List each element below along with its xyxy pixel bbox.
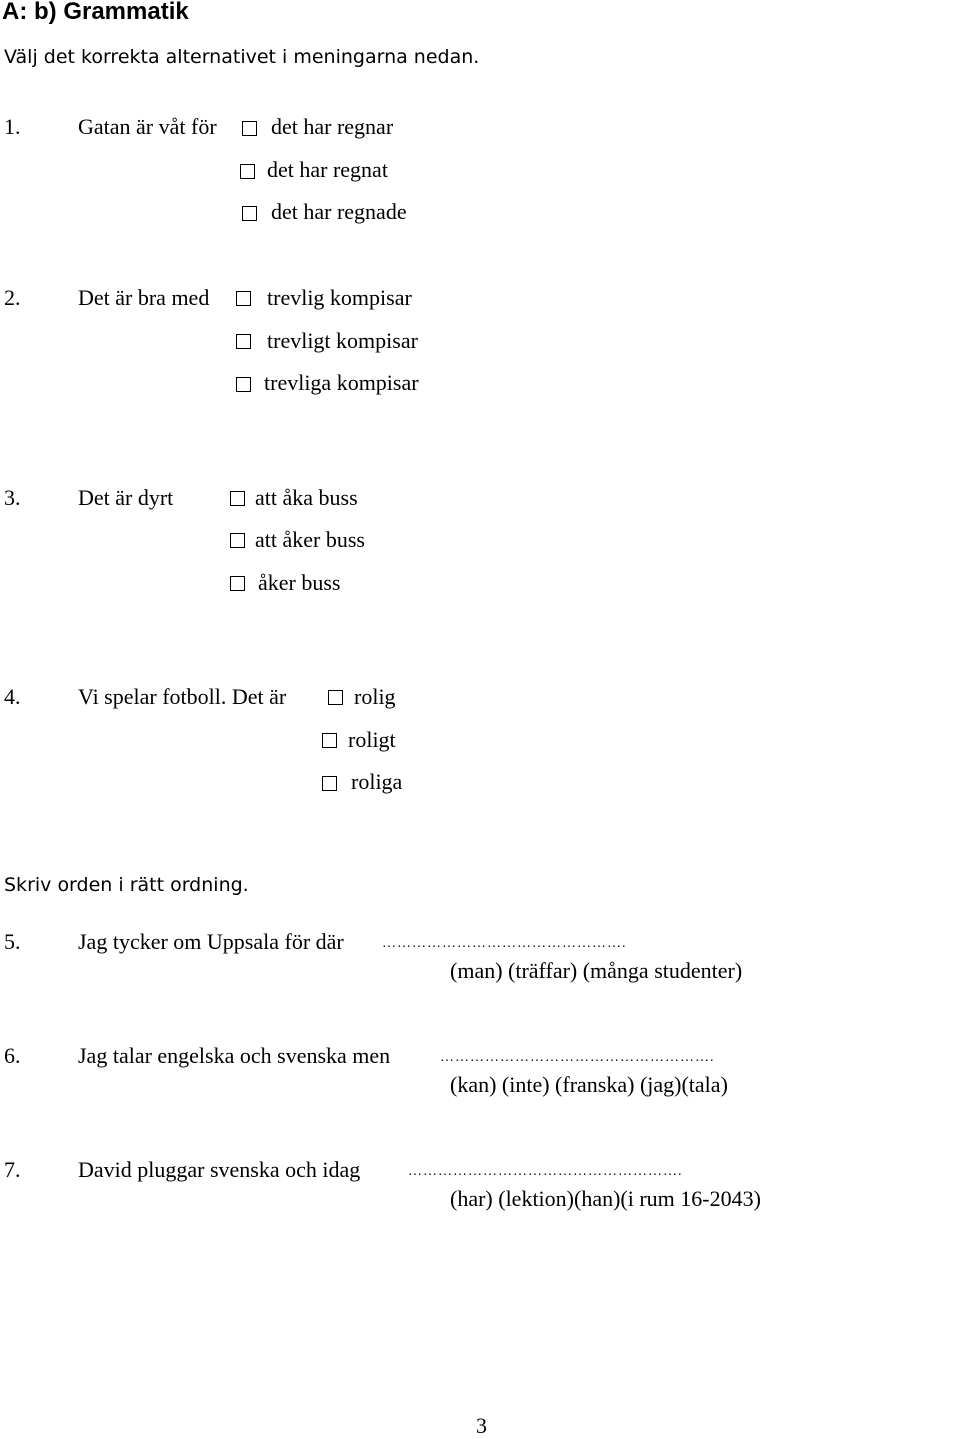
question-5-number: 5. [4,929,21,954]
question-3-option-2-checkbox[interactable] [230,533,245,548]
page-number: 3 [476,1413,487,1438]
question-7-number: 7. [4,1157,21,1182]
question-7-answer-blank[interactable]: ………………………………………………. [408,1164,683,1179]
question-4-option-3-label: roliga [351,769,403,794]
question-2-stem: Det är bra med [78,285,210,310]
question-6-answer-blank[interactable]: ………………………………………………. [440,1050,715,1065]
question-1-option-2-label: det har regnat [267,157,388,182]
question-4-option-2-label: roligt [348,727,396,752]
question-1-option-3-checkbox[interactable] [242,206,257,221]
question-5-stem: Jag tycker om Uppsala för där [78,929,344,954]
question-7-word-hint: (har) (lektion)(han)(i rum 16-2043) [450,1186,761,1211]
question-1-option-3-label: det har regnade [271,199,407,224]
question-6-number: 6. [4,1043,21,1068]
question-4-option-1-checkbox[interactable] [328,690,343,705]
question-3-option-3-label: åker buss [258,570,341,595]
question-4-option-3-checkbox[interactable] [322,776,337,791]
question-3-option-2-label: att åker buss [255,527,365,552]
question-2-option-2-checkbox[interactable] [236,334,251,349]
question-7-stem: David pluggar svenska och idag [78,1157,361,1182]
question-1-option-1-checkbox[interactable] [242,121,257,136]
question-2-number: 2. [4,285,21,310]
question-1-stem: Gatan är våt för [78,114,217,139]
question-4-stem: Vi spelar fotboll. Det är [78,684,287,709]
question-2-option-1-checkbox[interactable] [236,291,251,306]
question-4-option-2-checkbox[interactable] [322,733,337,748]
page-title: A: b) Grammatik [2,0,189,25]
instruction-order: Skriv orden i rätt ordning. [4,874,249,896]
question-3-stem: Det är dyrt [78,485,174,510]
question-5-word-hint: (man) (träffar) (många studenter) [450,958,743,983]
question-1-option-2-checkbox[interactable] [240,164,255,179]
question-3-number: 3. [4,485,21,510]
question-2-option-2-label: trevligt kompisar [267,328,418,353]
question-3-option-1-checkbox[interactable] [230,491,245,506]
question-3-option-1-label: att åka buss [255,485,358,510]
question-4-number: 4. [4,684,21,709]
question-1-number: 1. [4,114,21,139]
question-5-answer-blank[interactable]: …………………………………………. [382,936,627,951]
question-6-stem: Jag talar engelska och svenska men [78,1043,391,1068]
question-1-option-1-label: det har regnar [271,114,394,139]
question-2-option-1-label: trevlig kompisar [267,285,412,310]
question-3-option-3-checkbox[interactable] [230,576,245,591]
question-2-option-3-checkbox[interactable] [236,377,251,392]
instruction-choose: Välj det korrekta alternativet i meningarna nedan. [4,46,480,68]
question-6-word-hint: (kan) (inte) (franska) (jag)(tala) [450,1072,728,1097]
question-4-option-1-label: rolig [354,684,396,709]
question-2-option-3-label: trevliga kompisar [264,370,419,395]
